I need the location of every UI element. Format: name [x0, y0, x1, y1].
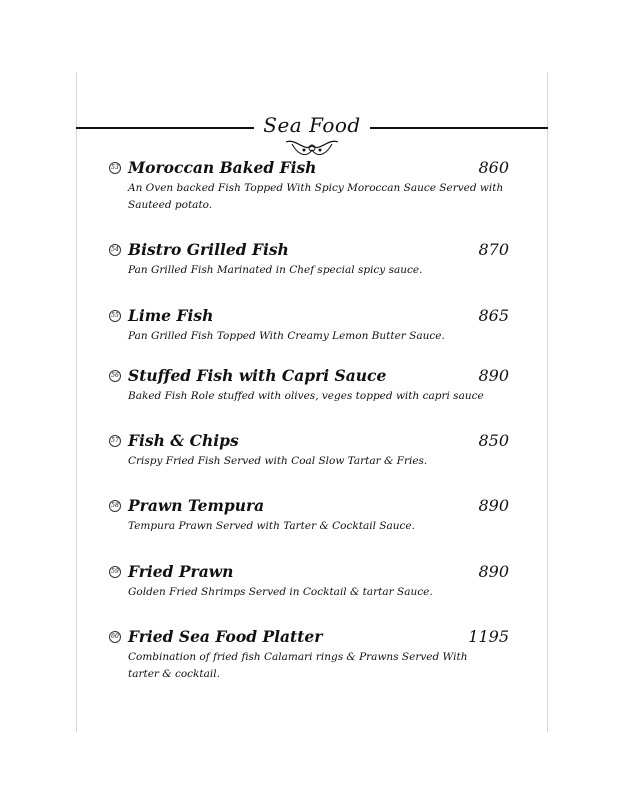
item-name: Fried Sea Food Platter — [128, 627, 323, 646]
item-price: 890 — [478, 562, 509, 581]
item-name: Stuffed Fish with Capri Sauce — [128, 366, 387, 385]
section-title: Sea Food — [263, 113, 361, 137]
item-name: Bistro Grilled Fish — [128, 240, 289, 259]
item-description: Pan Grilled Fish Marinated in Chef special spicy sauce. — [128, 264, 423, 276]
item-number: 59 — [109, 566, 121, 578]
item-number: 58 — [109, 500, 121, 512]
item-number: 55 — [109, 310, 121, 322]
flourish-ornament-icon — [282, 136, 342, 160]
item-price: 870 — [478, 240, 509, 259]
item-name: Moroccan Baked Fish — [128, 158, 317, 177]
item-price: 890 — [478, 496, 509, 515]
item-price: 860 — [478, 158, 509, 177]
item-number: 53 — [109, 162, 121, 174]
item-description: Baked Fish Role stuffed with olives, veges topped with capri sauce — [128, 390, 484, 402]
item-price: 865 — [478, 306, 509, 325]
header-rule-right — [370, 127, 548, 129]
item-description: Golden Fried Shrimps Served in Cocktail & tartar Sauce. — [128, 586, 433, 598]
item-description: Tempura Prawn Served with Tarter & Cocktail Sauce. — [128, 520, 415, 532]
item-name: Prawn Tempura — [128, 496, 265, 515]
section-header — [76, 113, 548, 163]
item-name: Lime Fish — [128, 306, 214, 325]
item-description: Crispy Fried Fish Served with Coal Slow Tartar & Fries. — [128, 455, 428, 467]
item-price: 850 — [478, 431, 509, 450]
item-name: Fried Prawn — [128, 562, 234, 581]
item-description: Combination of fried fish Calamari rings & Prawns Served With tarter & cocktail. — [128, 651, 468, 680]
item-description: Pan Grilled Fish Topped With Creamy Lemon Butter Sauce. — [128, 330, 445, 342]
item-name: Fish & Chips — [128, 431, 239, 450]
item-number: 56 — [109, 370, 121, 382]
item-number: 54 — [109, 244, 121, 256]
item-description: An Oven backed Fish Topped With Spicy Moroccan Sauce Served with Sauteed potato. — [128, 182, 504, 211]
item-price: 890 — [478, 366, 509, 385]
item-number: 57 — [109, 435, 121, 447]
header-rule-left — [76, 127, 254, 129]
item-number: 60 — [109, 631, 121, 643]
item-price: 1195 — [468, 627, 509, 646]
